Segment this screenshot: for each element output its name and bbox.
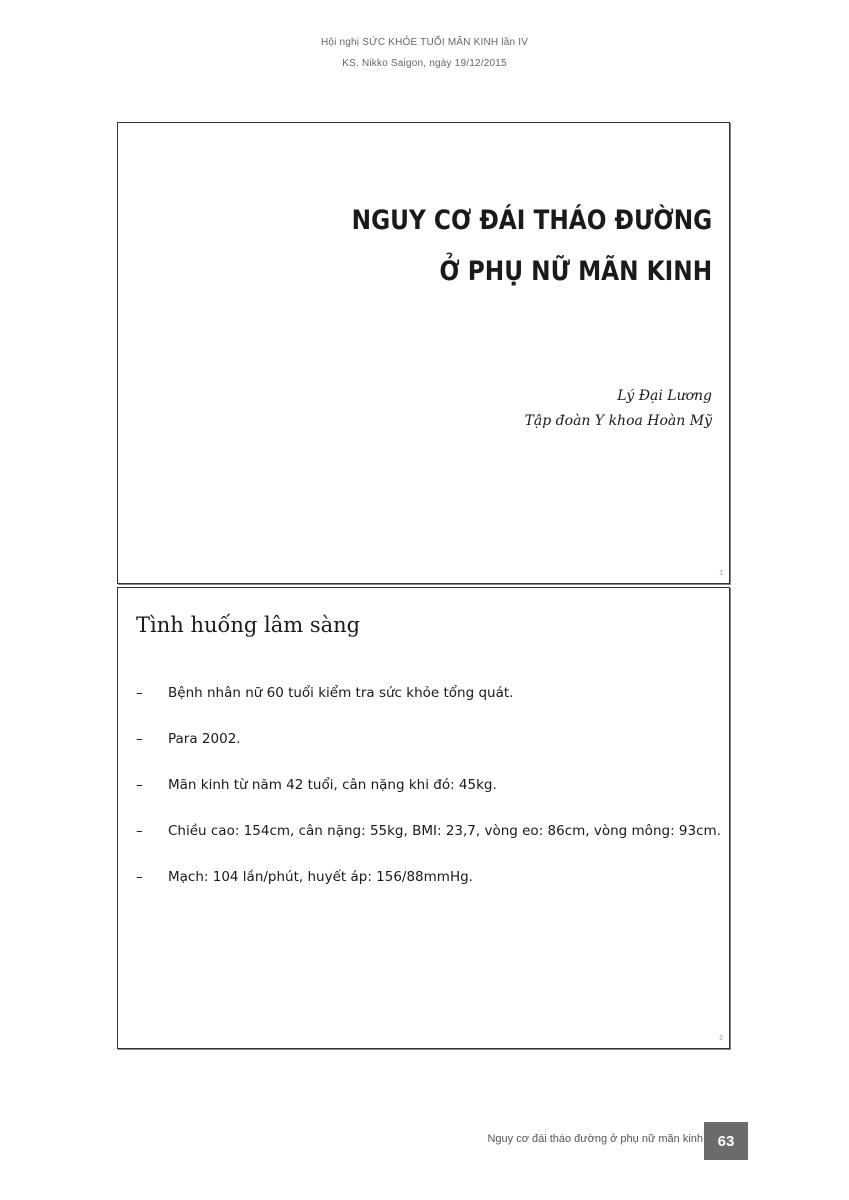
running-footer-title: Nguy cơ đái tháo đường ở phụ nữ mãn kinh [487, 1133, 703, 1145]
list-item [136, 773, 721, 797]
page-number: 63 [704, 1122, 748, 1160]
bullet-list [136, 681, 721, 911]
dash-icon: – [136, 823, 143, 839]
list-item-text: Chiều cao: 154cm, cân nặng: 55kg, BMI: 23,7, vòng eo: 86cm, vòng mông: 93cm. [168, 823, 721, 839]
dash-icon: – [136, 869, 143, 885]
list-item [136, 865, 721, 889]
list-item [136, 727, 721, 751]
author-name: Lý Đại Lương [617, 388, 712, 404]
slide-number: 1 [719, 570, 723, 577]
conference-header: Hội nghị SỨC KHỎE TUỔI MÃN KINH lần IV [320, 37, 529, 48]
list-item [136, 681, 721, 705]
slide-number: 2 [719, 1035, 723, 1042]
conference-venue-date: KS. Nikko Saigon, ngày 19/12/2015 [342, 58, 507, 69]
list-item-text: Mạch: 104 lần/phút, huyết áp: 156/88mmHg. [168, 869, 473, 885]
author-organization: Tập đoàn Y khoa Hoàn Mỹ [524, 413, 712, 429]
slide-1 [117, 122, 730, 584]
dash-icon: – [136, 685, 143, 701]
slide-title-line-2: Ở PHỤ NỮ MÃN KINH [439, 256, 712, 287]
list-item-text: Mãn kinh từ năm 42 tuổi, cân nặng khi đó: 45kg. [168, 777, 497, 793]
slide-title: Tình huống lâm sàng [136, 613, 361, 637]
dash-icon: – [136, 777, 143, 793]
list-item [136, 819, 721, 843]
slide-title-line-1: NGUY CƠ ĐÁI THÁO ĐƯỜNG [351, 205, 712, 236]
dash-icon: – [136, 731, 143, 747]
list-item-text: Para 2002. [168, 731, 241, 747]
list-item-text: Bệnh nhân nữ 60 tuổi kiểm tra sức khỏe tổng quát. [168, 685, 514, 701]
slide-2 [117, 587, 730, 1049]
